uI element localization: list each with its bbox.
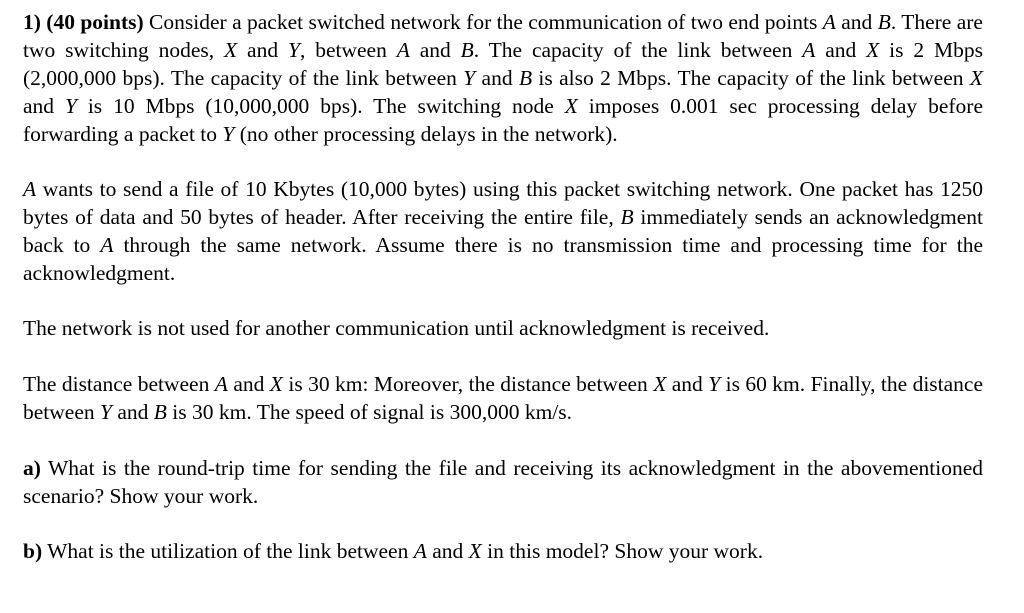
distance-paragraph: The distance between A and X is 30 km: Moreover, the distance between X and Y is 60 km. Finally, the distance between Y and B is 30 km. The speed of signal is 300,000 km/s.	[23, 372, 984, 424]
question-number-points: 1) (40 points)	[23, 10, 144, 34]
part-b-question: b) What is the utilization of the link between A and X in this model? Show your work.	[23, 539, 764, 563]
question-document	[23, 8, 983, 565]
part-a-label: a)	[23, 456, 41, 480]
question-intro: 1) (40 points) Consider a packet switched network for the communication of two end points A and B. There are two switching nodes, X and Y, between A and B. The capacity of the link between A and X is 2 Mbps (2,000,000 bps). The capacity of the link between Y and B is also 2 Mbps. The capacity of the link between X and Y is 10 Mbps (10,000,000 bps). The switching node X imposes 0.001 sec processing delay before forwarding a packet to Y (no other processing delays in the network).	[23, 10, 983, 146]
file-transfer-paragraph: A wants to send a file of 10 Kbytes (10,000 bytes) using this packet switching network. One packet has 1250 bytes of data and 50 bytes of header. After receiving the entire file, B immediately sends an acknowledgment back to A through the same network. Assume there is no transmission time and processing time for the acknowledgment.	[23, 177, 984, 285]
part-b-label: b)	[23, 539, 43, 563]
part-a-question: a) What is the round-trip time for sending the file and receiving its acknowledgment in the abovementioned scenario? Show your work.	[23, 456, 983, 508]
network-usage-paragraph: The network is not used for another communication until acknowledgment is received.	[23, 316, 770, 340]
